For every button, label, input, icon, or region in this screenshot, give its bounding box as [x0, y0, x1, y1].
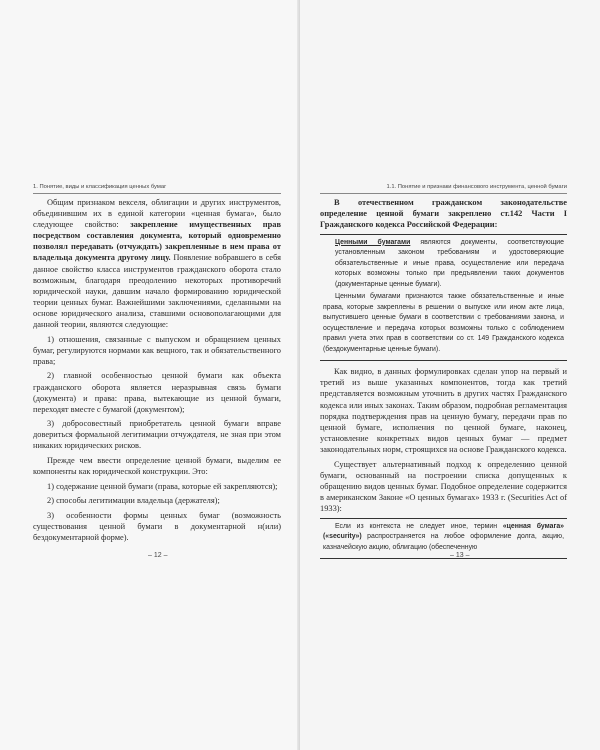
- paragraph-common-feature: [33, 197, 281, 330]
- component-item-2: 2) способы легитимации владельца (держателя);: [47, 496, 220, 506]
- box2-term: «ценная бумага» («security»): [323, 522, 564, 540]
- box2-text-b: распространяется на любое оформление долга, акцию, казначейскую акцию, облигацию (обеспеченную: [323, 533, 564, 551]
- box1-text-1: являются документы, соответствующие установленным законом требованиям и удостоверяющие обязательственные и иные права, осуществление или передача которых возможны только при предъявлении таких документов (документарные ценные бумаги).: [335, 238, 564, 288]
- right-page: [300, 0, 600, 750]
- paragraph-formulations: Как видно, в данных формулировках сделан упор на первый и третий из выше указанных компонентов, тогда как третий представляется возможным уточнить в других частях Гражданского кодекса или иных законах. Таким образом, подробная регламентация порядка подтверждения прав на ценную бумагу, передачи прав по ценной бумаге, исполнения по ценной бумаге, наконец, установление конкретных видов ценных бумаг — предмет законодательных норм, строящихся на основе Гражданского кодекса.: [320, 367, 567, 454]
- left-page-text: [33, 197, 281, 547]
- definition-box-civil-code: [320, 234, 567, 362]
- list-item-1: 1) отношения, связанные с выпуском и обращением ценных бумаг, регулируются нормами как вещного, так и обязательственного права;: [33, 334, 281, 366]
- definition-box-securities-act: [320, 518, 567, 560]
- paragraph-components-intro: Прежде чем ввести определение ценной бумаги, выделим ее компоненты как юридической конструкции. Это:: [33, 456, 281, 477]
- list-item-2: 2) главной особенностью ценной бумаги как объекта гражданского оборота является неразрывная связь бумаги (документа) и права: права, вытекающие из ценной бумаги, переходят вместе с бумагой (документом);: [33, 371, 281, 414]
- component-item-1: 1) содержание ценной бумаги (права, которые ей закрепляются);: [47, 481, 278, 491]
- paragraph-alternative-approach: Существует альтернативный подход к определению ценной бумаги, основанный на построении списка допущенных к обращению видов ценных бумаг. Подобное определение содержится в американском Законе «О ценных бумагах» 1933 г. (Securities Act of 1933):: [320, 459, 567, 513]
- running-head-left: 1. Понятие, виды и классификация ценных бумаг: [33, 182, 281, 194]
- intro-bold: [320, 197, 567, 230]
- box2-paragraph: [323, 522, 564, 554]
- intro-bold-text: В отечественном гражданском законодательстве определение ценной бумаги закреплено ст.142 Части I Гражданского кодекса Российской Федерации:: [320, 198, 567, 230]
- list-item-3: 3) добросовестный приобретатель ценной бумаги вправе довериться формальной легитимации отчуждателя, не зная при этом никаких юридических рисков.: [33, 419, 281, 451]
- running-head-right: 1.1. Понятие и признаки финансового инструмента, ценной бумаги: [320, 182, 567, 194]
- right-page-text: [320, 197, 567, 564]
- box2-text-a: Если из контекста не следует иное, термин: [335, 522, 503, 530]
- component-item-3: 3) особенности формы ценных бумаг (возможность существования ценной бумаги в документарной н(или) бездокументарной форме).: [33, 510, 281, 543]
- page-number-left: – 12 –: [148, 552, 168, 559]
- p1-bold-definition: закрепление имущественных прав посредством составления документа, который одновременно позволял передавать (отчуждать) закрепленные в нем права от владельца документа другому лицу.: [33, 220, 281, 263]
- box1-paragraph-1: [323, 238, 564, 291]
- p1-text-a: Общим признаком векселя, облигации и других инструментов, объединившим их в единой категории «ценная бумага», было следующее свойство:: [33, 198, 281, 230]
- p1-text-c: Появление вобравшего в себя данное свойство класса инструментов гражданского оборота стало возможным, благодаря преодолению некоторых противоречий юридической науки, давшим начало формированию юридической теории ценных бумаг. Важнейшими заключениями, сделанными на основе юридического анализа, ставшими основополагающими для данной теории, являются следующие:: [33, 253, 282, 330]
- box1-paragraph-2: Ценными бумагами признаются также обязательственные и иные права, которые закреплены в решении о выпуске или ином акте лица, выпустившего ценные бумаги в соответствии с требованиями закона, и осуществление и передача которых возможны только с соблюдением правил учета этих прав в соответствии со ст. 149 Гражданского кодекса (бездокументарные ценные бумаги).: [323, 293, 564, 353]
- box1-term: Ценными бумагами: [335, 238, 411, 246]
- page-number-right: – 13 –: [450, 552, 470, 559]
